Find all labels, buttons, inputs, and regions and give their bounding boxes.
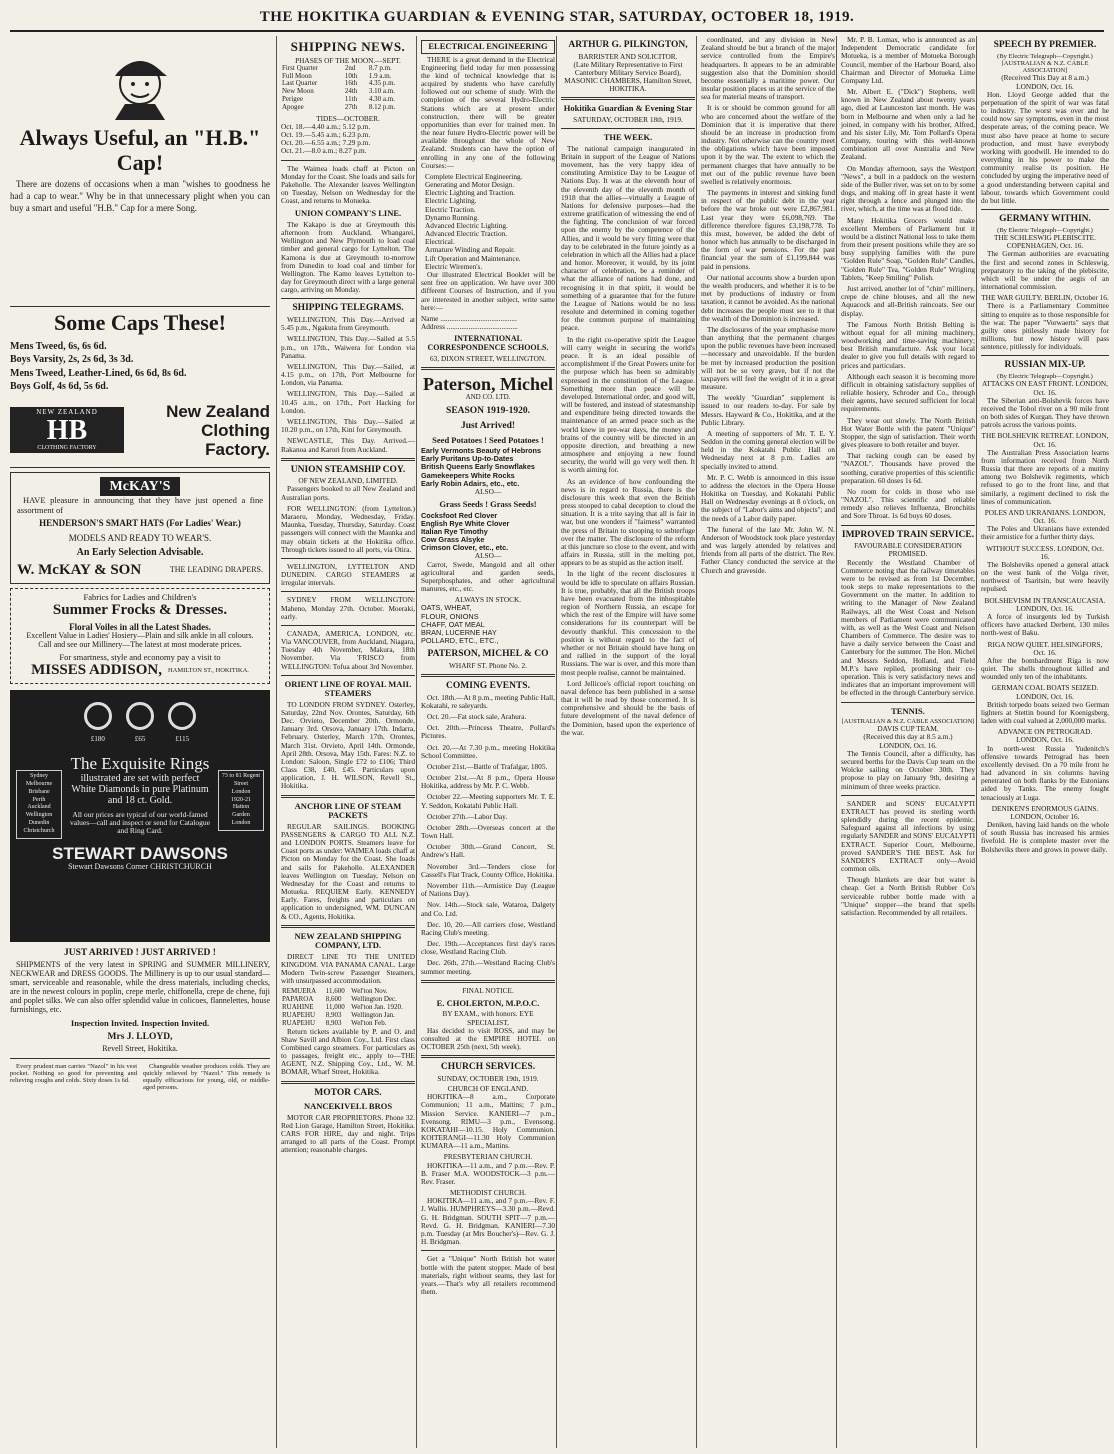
table-row: RUAHINE 11,000 Wel'ton Jan. 1920. [282,1003,403,1012]
train-service-heading: IMPROVED TRAIN SERVICE. [841,529,975,540]
hb-banner [10,402,270,459]
capped-figure-illustration [85,42,195,122]
moon-phases-table [281,65,415,112]
grass-seeds-list: Cocksfoot Red Clover English Rye White Clover Italian Rye Timothy Cow Grass Alsyke Crimson Clover, etc., etc. [421,510,510,553]
stewart-dawsons-advertisement: £180 £65 £115 Sydney Melbourne Brisbane Perth Auckland Wellington Dunedin Christchurch 73 to 81 Regent Street London 1920-21 Hatton Garden London The Exquisite Rings illustrated are set with perfect White Diamonds in pure Platinum and 18 ct. Gold. All our prices are typical of our world-famed values—call and inspect or send for Catalogue and Ring Card. STEWART DAWSONS Stewart Dawsons Corner CHRISTCHURCH [10,690,270,942]
coming-events-heading: COMING EVENTS. [446,681,530,692]
courses-list: Complete Electrical Engineering. Generating and Motor Design. Electric Lighting and Traction. Electric Lighting. Electric Traction. Dynamo Running. Advanced Electric Lighting. Advanced Electric Traction. Electrical. Armature Winding and Repair. Lift Operation and Maintenance. Electric Wiremen's. [425,171,523,271]
column-cable-news: SPEECH BY PREMIER. (By Electric Telegraph—Copyright.) [AUSTRALIAN & N.Z. CABLE ASSOCIATION] (Received This Day at 8 a.m.) LONDON, Oct. 16. Hon. Lloyd George added that the perpetuation of the spirit of war was fatal to industry. The worst was over and he could now say symptoms, even in the most desperate areas, of the coming peace. We must also have peace at home to secure production, and must have everybody working with goodwill. He intended to do everything in his power to make the community realise its position. He concluded by urging the imperative need of a good understanding between capital and labour, towards which Government could do but little. GERMANY WITHIN. (By Electric Telegraph—Copyright.) THE SCHLESWIG PLEBISCITE. COPENHAGEN, Oct. 16. The German authorities are evacuating the first and second zones in Schleswig, preparatory to the taking of the plebiscite, which will be under the aegis of an international commission. THE WAR GUILTY. BERLIN, October 16. There is a Parliamentary Committee sitting to enquire as to those responsible for the war. The paper "Vorwaerts" says that guilty ones pitilessly made history for millions, but now history will pass sentence, pitilessly for individuals. RUSSIAN MIX-UP. (By Electric Telegraph—Copyright.) ATTACKS ON EAST FRONT. LONDON, Oct. 16. The Siberian anti-Bolshevik forces have received the Tobol river on a 90 mile front on both sides of Kurgan. They have thrown patrols across the various points. THE BOLSHEVIK RETREAT. LONDON, Oct. 16. The Australian Press Association learns from information received from North Russia that there are reports of a mutiny among two Bolshevik regiments, which refused to go to the front line, and that similarly, a regiment declined to risk the lines of communication. POLES AND UKRANIANS. LONDON, Oct. 16. The Poles and Ukranians have extended their armistice for a further thirty days. WITHOUT SUCCESS. LONDON, Oct. 16. The Bolsheviks opened a general attack on the west bank of the Volga river, northwest of Tsaritsin, but were heavily repulsed. BOLSHEVISM IN TRANSCAUCASIA. LONDON, Oct. 16. A force of insurgents led by Turkish officers have attacked Derbent, 130 miles north-west of Baku. RIGA NOW QUIET. HELSINGFORS, Oct. 16. After the bombardment Riga is now quiet. The shells throughout killed and wounded only ten of the inhabitants. GERMAN COAL BOATS SEIZED. LONDON, Oct. 16. British torpedo boats seized two German lighters at Stettin bound for Koenigsberg, laden with coal valued at 2,000,000 marks. ADVANCE ON PETROGRAD. LONDON, Oct. 16. In north-west Russia Yudenitch's offensive towards Petrograd has been excellently devised. On a 70 mile front he had advanced in six columns having penetrated on both flanks by the Estonians aided by Tanks. The enemy fought tenaciously at Luga. DENIKEN'S ENORMOUS GAINS. LONDON, October 16. Deniken, having laid hands on the whole of south Russia has increased his armies fivefold. He is complete master over the Bolsheviks there and grows in power daily. [976,36,1109,1448]
table-row: PAPAROA 8,600 Wellington Dec. [282,995,397,1004]
steamers-table [281,988,415,1027]
cap-advertisement [10,42,270,302]
addison-advertisement: Fabrics for Ladies and Children's Summer Frocks & Dresses. Floral Voiles in all the Latest Shades. Excellent Value in Ladies' Hosiery—Plain and silk ankle in all colours. Call and see our Millinery—The latest at most moderate prices. For smartness, style and economy pay a visit to MISSES ADDISON, HAMILTON ST., HOKITIKA. [10,588,270,685]
the-week-heading: THE WEEK. [603,132,653,143]
table-row: RUAPEHU 8,903 Wellington Jan. [282,1010,395,1019]
speech-heading: SPEECH BY PREMIER. [993,40,1097,50]
paterson-name: Paterson, Michel [423,374,553,395]
arrived-body: SHIPMENTS of the very latest in SPRING and SUMMER MILLINERY, NECKWEAR and DRESS GOODS. The Millinery is up to our usual standard—smart, serviceable and reasonable, while the dress materials, including checks, are in the newest colours in poplin, crepe merle, chiffonella, crepe de chene, fuji and poplet silks. We can also offer splendid value in colicoes, flannelettes, house furnishings, etc. [10,959,270,1014]
column-general-news: Mr. P. B. Lomax, who is announced as an Independent Democratic candidate for Motueka, is a member of Motueka Borough Council, member of the Harbour Board, also Chairman and Director of Motueka Lime Company Ltd. Mr. Albert E. ("Dick") Stephens, well known in New Zealand about twenty years ago, died at Launceston last month. He was born in Melbourne and when only a lad he joined, in company with his brother, Alfred, and his sister Lily, Mr. Tom Pollard's Opera Company, touring with this well-known combination all over Australia and New Zealand. On Monday afternoon, says the Westport "News", a bull in a paddock on the western side of the Buller river, was set on to by some dogs, and making off in great haste it went right through a fence and plunged into the river, which, at the time was at flood tide. Many Hokitika Grocers would make excellent Members of Parliament but it would be a distinct National loss to take them from their present positions while they are so busy supplying families with the pure "Golden Rule" Soap, "Golden Rule" Candles, "Golden Rule" Tea, "Golden Rule" Wrigling Tablets, "Keep Smiling" Polish. Just arrived, another lot of "chin" millinery, crepe de chine blouses, and all the new Aquacock and all-British raincoats. See our display. The Famous North British Belting is without equal for all mining machinery, woodworking and time-saving machinery; best British manufacture. Ask your local dealer to give you full details with regard to prices and particulars. Although each season it is becoming more difficult in obtaining satisfactory supplies of reliable hosiery, Schroder and Co., through their agents, have secured sufficient for local requirements. They wear out slowly. The North British Hot Water Bottle with the patent "Unique" Stopper, the sign of satisfaction. Their worth gives pleasure to both retailer and buyer. That racking cough can be eased by "NAZOL". Thousands have proved the soothing, curative properties of this scientific preparation. 60 doses 1s 6d. No room for colds in those who use "NAZOL". This scientific and reliable remedy also relieves Influenza, Bronchitis and Sore Throat. 1s 6d buys 60 doses. IMPROVED TRAIN SERVICE. FAVOURABLE CONSIDERATION PROMISED. Recently the Westland Chamber of Commerce noting that the railway timetables were to be revised as from 1st December, took steps to make representations to the Government on the matter. In addition to writing to the Manager of New Zealand Railways, all the West Coast and Nelson members of Parliament were communicated with, as well as the West Coast and Nelson Chambers of Commerce. The desire was to have a daily service between the Coast and Canterbury for the summer. The Hon. Michel and Messrs Seddon, Holland, and Field M.P.'s have replied, promising their co-operation. This is very satisfactory news and indicates that an important improvement will be effected in the through Canterbury service. TENNIS. [AUSTRALIAN & N.Z. CABLE ASSOCIATION] DAVIS CUP TEAM. (Received this day at 8.5 a.m.) LONDON, Oct. 16. The Tennis Council, after a difficulty, has secured berths for the Davis Cup team on the Wolcke sailing on October 30th. They propose to play on January 9th, desiring a minimum of three weeks practice. SANDER and SONS' EUCALYPTI EXTRACT has proved its sterling worth splendidly during the recent epidemic. Safeguard against all infections by using regularly SANDER and SONS' EUCALYPTI EXTRACT. Superior Court, Melbourne, proved SANDER'S THE BEST. Ask for SANDER'S EXTRACT only—Avoid common oils. Though blankets are dear but water is cheap. Get a North British Rubber Co's serviceable rubber bottle made with a "Unique" stopper—the brand that spells satisfaction. Recommended by all retailers. [836,36,975,1448]
caps-list-item: Mens Tweed, Leather-Lined, 6s 6d, 8s 6d. [10,367,187,379]
caps-price-list [10,340,270,394]
masthead: THE HOKITIKA GUARDIAN & EVENING STAR, SATURDAY, OCTOBER 18, 1919. [10,6,1104,32]
caps-list-item: Boys Varsity, 2s, 2s 6d, 3s 3d. [10,354,134,366]
factory-name: New Zealand Clothing Factory. [166,401,270,459]
table-row: First Quarter 2nd 8.7 p.m. [282,63,392,72]
hb-logo: NEW ZEALAND HB CLOTHING FACTORY [10,407,124,454]
stewart-dawsons-name: STEWART DAWSONS [52,843,228,863]
caps-list-item: Mens Tweed, 6s, 6s 6d. [10,340,107,352]
mckay-logo: McKAY'S [100,477,181,497]
table-row: Full Moon 10th 1.9 a.m. [282,71,392,80]
column-shipping: SHIPPING NEWS. PHASES OF THE MOON.—SEPT. First Quarter 2nd 8.7 p.m. Full Moon 10th 1.9 a.m. Last Quarter 16th 4.35 p.m. New Moon 24th 3.10 a.m. Perigee 11th 4.30 a.m. Apogee 27th 8.12 p.m. TIDES—OCTOBER. Oct. 18.—4.40 a.m.; 5.12 p.m. Oct. 19.—5.45 a.m.; 6.23 p.m. Oct. 20.—6.55 a.m.; 7.29 p.m. Oct. 21.—8.0 a.m.; 8.27 p.m. The Waimea loads chaff at Picton on Monday for the Coast. She loads and sails for Pakeholle. The Alexander leaves Wellington on Tuesday, Nelson on Wednesday for the Coast, and returns to Motueka. UNION COMPANY'S LINE. The Kakapo is due at Greymouth this afternoon from Auckland, Whangarei, Wellington and New Plymouth to load coal timber and general cargo for Lyttelton. The Kamona is due at Greymouth to-morrow from Dunedin to load coal and timber for Wellington. The Kamo leaves Lyttelton to-day for Greymouth direct with a large general cargo, arriving on Monday. SHIPPING TELEGRAMS. WELLINGTON, This Day.—Arrived at 5.45 p.m., Ngakuta from Greymouth. WELLINGTON, This Day.—Sailed at 5.5 p.m., on 17th., Waiwera for London via Panama. WELLINGTON, This Day.—Sailed, at 4.15 p.m., on 17th, Port Melbourne for London, via Panama. WELLINGTON, This Day.—Sailed at 10.45 a.m., on 17th., Port Hacking for London. WELLINGTON, This Day.—Sailed at 10.20 p.m., on 17th, Kini for Greymouth. NEWCASTLE, This Day. Arrived.—Rakanoa and Karori from Auckland. UNION STEAMSHIP COY. OF NEW ZEALAND, LIMITED. Passengers booked to all New Zealand and Australian ports. FOR WELLINGTON: (from Lyttelton.) Maraeru, Monday, Wednesday, Friday. Maunka, Tuesday, Thursday, Saturday. Coast passengers will connect with the Maunka and may obtain tickets at the Hokitika office. Through tickets issued to all ports, via Otira. WELLINGTON, LYTTELTON AND DUNEDIN. CARGO STEAMERS at irregular intervals. SYDNEY FROM WELLINGTON: Maheno, Monday 27th. October. Moeraki, early. CANADA, AMERICA, LONDON, etc. Via VANCOUVER, from Auckland, Niagara, Tuesday 4th November, Makura, 18th November. Via 'FRISCO from WELLINGTON: Tofua about 3rd November. ORIENT LINE OF ROYAL MAIL STEAMERS TO LONDON FROM SYDNEY. Osterley, Saturday, 22nd Nov. Orontes, Saturday, 6th Dec. Orvieto, December 20th. Ormonde, January 3rd. Orsova, January 17th. Indarra, February. Osterley, March 17th. Orontes, March 31st. Orvieto, April 14th. Ormonde, April 28th. Orsova, May 15th. Fares: N.Z. to London: Saloon, Single £72 to £106; Third Class £38, £40, £45. Particulars upon application, J. H. WILSON, Revell St., Hokitika. ANCHOR LINE OF STEAM PACKETS REGULAR SAILINGS. BOOKING PASSENGERS & CARGO TO ALL N.Z. and LONDON PORTS. Steamers leave for Coast ports as under: WAIMEA loads chaff at Picton on Monday for the Coast. She loads and sails for Pakeholle. ALEXANDER leaves Wellington on Tuesday, Nelson on Wednesday for the Coast and returns to Motueka. REQUIEM Early. KENNEDY Early. Fares, freights and particulars on application to undersigned, WM. DUNCAN & CO., Agents, Hokitika. NEW ZEALAND SHIPPING COMPANY, LTD. DIRECT LINE TO THE UNITED KINGDOM. VIA PANAMA CANAL. Large Modern Twin-screw Passenger Steamers, with unsurpassed accommodation. REMUERA 11,600 Wel'ton Nov. PAPAROA 8,600 Wellington Dec. RUAHINE 11,000 Wel'ton Jan. 1920. RUAPEHU 8,903 Wellington Jan. RUAPEHU 8,903 Wel'ton Feb. Return tickets available by P. and O. and Shaw Savill and Albion Coy., Ltd. First class Combined cargo steamers. For particulars as to passages, freight etc., apply to—THE AGENT, N.Z. Shipping Coy., Ltd., W. M. BOMAR, Wharf Street, Hokitika. MOTOR CARS. NANCEKIVELL BROS MOTOR CAR PROPRIETORS. Phone 32. Red Lion Garage, Hamilton Street, Hokitika. CARS FOR HIRE, day and night. Trips arranged to all parts of the Coast. Prompt attention; reasonable charges. [276,36,415,1448]
caps-headline: Some Caps These! [54,310,226,335]
table-row: RUAPEHU 8,903 Wel'ton Feb. [282,1018,387,1027]
ring-illustrations [16,702,264,730]
paper-title: Hokitika Guardian & Evening Star [563,103,693,114]
mckay-advertisement: McKAY'S HAVE pleasure in announcing that they have just opened a fine assortment of HENDERSON'S SMART HATS (For Ladies' Wear.) MODELS AND READY TO WEAR'S. An Early Selection Advisable. W. McKAY & SON THE LEADING DRAPERS. [10,472,270,584]
potatoes-list: Early Vermonts Beauty of Hebrons Early Puritans Up-to-Dates British Queens Early Snowflakes Gamekeepers White Rocks Early Robin Adairs, etc., etc. [421,446,542,488]
column-local-news: coordinated, and any division in New Zealand should be but a branch of the major service controlled from the Empire's headquarters. It appears to be an admirable suggestion also that the Dominion should become essentially a maritime power. Our insular position places us at the service of the sea for material means of transport. It is or should be common ground for all who are concerned about the welfare of the Dominion that it is imperative that there should be an increase in production from industry. Not otherwise can the country meet the obligations which have been imposed upon it by the war. The extent to which the permanent charges that have annually to be met out of the public revenue have been swelled is relatively enormous. The payments in interest and sinking fund in respect of the public debt in the year before the war broke out were £2,867,981. Last year they were £6,098,769. The difference therefore figures £3,198,778. To this must, however, be added the debt of honor which has annually to be discharged in the form of war pensions. For the past financial year the sum of £1,199,844 was paid in pensions. Our national accounts show a burden upon the wealth producers, and whether it is to be met by productions of industry or from taxation, it cannot be avoided. As the national debt increases the people must see to it that the wealth of the Dominion is increased. The disclosures of the year emphasise more than anything that the permanent charges upon the public revenues have been increased—necessary and unavoidable. If the burden be met by increased production the position will not be so very grave, but if not the taxpayers will feel the weight of it in a great measure. The weekly "Guardian" supplement is issued to our readers to-day. For sale by Messrs. Hayward & Co., Hokitika, and at the Public Library. A meeting of supporters of Mr. T. E. Y. Seddon in the coming general election will be held in the Kokatahi Public Hall on Wednesday next at 8 p.m. Ladies are specially invited to attend. Mr. P. C. Webb is announced in this issue to address the electors in the Opera House Hokitika on Tuesday, and Kokatahi Public Hall on Wednesday evenings at 8 o'clock, on the subject of "Labor's aims and objects"; and the needs of a Labor daily paper. The funeral of the late Mr. John W. N. Anderson of Woodstock took place yesterday and was largely attended by relatives and friends from all parts of the district. The Rev. Father Clancy conducted the service at the Church and graveside. [696,36,835,1448]
cap-headline: Always Useful, an "H.B." Cap! [19,125,261,175]
stewart-london-address: 73 to 81 Regent Street London 1920-21 Hatton Garden London [218,770,264,831]
stock-list: OATS, WHEAT, FLOUR, ONIONS CHAFF, OAT MEAL BRAN, LUCERNE HAY POLLARD, ETC., ETC., [421,603,499,646]
nazol-notices: Every prudent man carries "Nazol" in his vest pocket. Nothing so good for preventing and relieving coughs and colds. Sixty doses 1s 6d. Changeable weather produces colds. They are quickly relieved by "Nazol." This remedy is equally efficacious for young, old, or middle-aged persons. [10,1062,270,1092]
table-row: Perigee 11th 4.30 a.m. [282,95,395,104]
shipping-news-heading: SHIPPING NEWS. [290,39,406,54]
column-notices: ELECTRICAL ENGINEERING THERE is a great demand in the Electrical Engineering field today for men possessing the kind of technical knowledge that is acquired by students who have carefully followed out our scheme of study. With the completion of the several Hydro-Electric Stations which are at present under construction, there will be greater opportunities than ever for trained men. In the near future Hydro-Electric power will be available throughout the whole of New Zealand. Students can have the option of enrolling in any one of the following Courses:— Complete Electrical Engineering. Generating and Motor Design. Electric Lighting and Traction. Electric Lighting. Electric Traction. Dynamo Running. Advanced Electric Lighting. Advanced Electric Traction. Electrical. Armature Winding and Repair. Lift Operation and Maintenance. Electric Wiremen's. Our illustrated Electrical Booklet will be sent free on application. We have over 300 different Courses of Instruction, and if you are interested in another subject, write same here:— Name .......................................... Address ....................................... INTERNATIONAL CORRESPONDENCE SCHOOLS. 63, DIXON STREET, WELLINGTON. Paterson, Michel AND CO. LTD. SEASON 1919-1920. Just Arrived! Seed Potatoes ! Seed Potatoes ! Early Vermonts Beauty of Hebrons Early Puritans Up-to-Dates British Queens Early Snowflakes Gamekeepers White Rocks Early Robin Adairs, etc., etc. ALSO— Grass Seeds ! Grass Seeds! Cocksfoot Red Clover English Rye White Clover Italian Rye Timothy Cow Grass Alsyke Crimson Clover, etc., etc. ALSO— Carrot, Swede, Mangold and all other agricultural and garden seeds, Superphosphates, and other agricultural manures, etc., etc. ALWAYS IN STOCK. OATS, WHEAT, FLOUR, ONIONS CHAFF, OAT MEAL BRAN, LUCERNE HAY POLLARD, ETC., ETC., PATERSON, MICHEL & CO WHARF ST. Phone No. 2. COMING EVENTS. Oct. 18th.—At 8 p.m., meeting Public Hall, Kokatahi, re saleyards. Oct. 20.—Fat stock sale, Arahura. Oct. 20th.—Princess Theatre, Pollard's Pictures. Oct. 20.—At 7.30 p.m., meeting Hokitika School Committee. October 21st.—Battle of Trafalgar, 1805. October 21st.—At 8 p.m., Opera House Hokitika, address by Mr. P. C. Webb. October 22.—Meeting supporters Mr. T. E. Y. Seddon, Kokatahi Public Hall. October 27th.—Labor Day. October 28th.—Overseas concert at the Town Hall. October 30th.—Grand Concert, St. Andrew's Hall. November 3rd.—Tenders close for Cassell's Flat Track, County Office, Hokitika. November 11th.—Armistice Day (League of Nations Day). Nov. 14th.—Stock sale, Wataroa, Dalgety and Co. Ltd. Dec. 10, 20.—All carriers close, Westland Racing Club's meeting. Dec. 19th.—Acceptances first day's races close, Westland Racing Club. Dec. 26th, 27th.—Westland Racing Club's summer meeting. FINAL NOTICE. E. CHOLERTON, M.P.O.C. BY EXAM., with honors. EYE SPECIALIST, Has decided to visit ROSS, and may be consulted at the EMPIRE HOTEL on OCTOBER 25th (next, 5th week). CHURCH SERVICES. SUNDAY, OCTOBER 19th, 1919. CHURCH OF ENGLAND. HOKITIKA—8 a.m., Corporate Communion; 11 a.m., Mattins; 7 p.m., Mission Service. KANIERI—7 p.m., Evensong. RIMU—3 p.m., Evensong. KOKATAHI—10.15. Holy Communion. KOITERANGI—11.30 Holy Communion KUMARA—11 a.m., Mattins. PRESBYTERIAN CHURCH. HOKITIKA—11 a.m., and 7 p.m.—Rev. P. B. Fraser M.A. WOODSTOCK—3 p.m.—Rev. Fraser. METHODIST CHURCH. HOKITIKA—11 a.m., and 7 p.m.—Rev. F. J. Wallis. HUMPHREYS—3.30 p.m.—Revd. G. H. Bridgman. SOUTH SPIT—7 p.m.—Revd. G. H. Bridgman. KANIERI—7.30 p.m. Tuesday (at Mrs Boucher's)—Rev. G. J. H. Bridgman. Get a "Unique" North British hot water bottle with the patent stopper. Made of best materials, right without seams, they last for years.—That's why all retailers recommend them. [416,36,555,1448]
table-row: Apogee 27th 8.12 p.m. [282,102,396,111]
table-row: REMUERA 11,600 Wel'ton Nov. [282,987,388,996]
column-advertisements: Always Useful, an "H.B." Cap! There are dozens of occasions when a man "wishes to goodness he had a cap to wear." Why be in that unnecessary plight when you can buy a smart and useful "H.B." Cap for a mere Song. Some Caps These! Mens Tweed, 6s, 6s 6d. Boys Varsity, 2s, 2s 6d, 3s 3d. Mens Tweed, Leather-Lined, 6s 6d, 8s 6d. Boys Golf, 4s 6d, 5s 6d. NEW ZEALAND HB CLOTHING FACTORY New Zealand Clothing Factory. McKAY'S HAVE pleasure in announcing that they have just opened a fine assortment of HENDERSON'S SMART HATS (For Ladies' Wear.) MODELS AND READY TO WEAR'S. An Early Selection Advisable. W. McKAY & SON THE LEADING DRAPERS. Fabrics for Ladies and Children's Summer Frocks & Dresses. Floral Voiles in all the Latest Shades. Excellent Value in Ladies' Hosiery—Plain and silk ankle in all colours. Call and see our Millinery—The latest at most moderate prices. For smartness, style and economy pay a visit to MISSES ADDISON, HAMILTON ST., HOKITIKA. £180 £65 £115 Sydney Melbourne Brisbane Perth Auckland Wellington Dunedin Christchurch 73 to 81 Regent Street London 1920-21 Hatton Garden London The Exquisite Rings illustrated are set with perfect White Diamonds in pure Platinum and 18 ct. Gold. All our prices are typical of our world-famed values—call and inspect or send for Catalogue and Ring Card. STEWART DAWSONS Stewart Dawsons Corner CHRISTCHURCH JUST ARRIVED ! JUST ARRIVED ! SHIPMENTS of the very latest in SPRING and SUMMER MILLINERY, NECKWEAR and DRESS GOODS. The Millinery is up to our usual standard—smart, serviceable and reasonable, while the dress materials, including checks, are in the newest colours in poplin, crepe merle, chiffonella, crepe de chene, fuji and poplet silks. We can also offer splendid value in colicoes, flannelettes, house furnishings, etc. Inspection Invited. Inspection Invited. Mrs J. LLOYD, Revell Street, Hokitika. Every prudent man carries "Nazol" in his vest pocket. Nothing so good for preventing and relieving coughs and colds. Sixty doses 1s 6d. Changeable weather produces colds. They are quickly relieved by "Nazol." This remedy is equally efficacious for young, old, or middle-aged persons. [10,36,270,1448]
lloyd-name: Mrs J. LLOYD, [107,1032,173,1043]
ring-icon [126,702,154,730]
cap-body: There are dozens of occasions when a man "wishes to goodness he had a cap to wear." Why be in that unnecessary plight when you can buy a smart and useful "H.B." Cap for a mere Song. [10,179,270,213]
column-editorial: ARTHUR G. PILKINGTON, BARRISTER AND SOLICITOR. (Late Military Representative to First Canterbury Military Service Board), MASONIC CHAMBERS, Hamilton Street, HOKITIKA. Hokitika Guardian & Evening Star SATURDAY, OCTOBER 18th, 1919. THE WEEK. The national campaign inaugurated in Britain in support of the League of Nations movement, has the very happy idea of constituting Armistice Day to be League of Nations Day. It was at the eleventh hour of the eleventh day of the eleventh month of 1918 that the allies—virtually a League of Nations for defensive purposes—had the extreme gratification of witnessing the end of the fighting. The conclusion of war forced upon the enemy by the competence of the Allies, and it would be very fitting were that day to be celebrated in the future jointly as a celebration in which all the Allies had a place and honor. Moreover, it would, by its joint character of celebration, be a reminder of what the alliance of nations had done, and recognising it in that spirit, it would be something of a guarantee that for the future the League of Nations would be no less resolute and determined in coming together for the common purpose of maintaining peace. In the right co-operative spirit the League will carry weight in securing the world's peace. It is an ideal possible of accomplishment if the Great Powers unite for the purpose which has been so admirably expressed in the constitution of the League. Something more than peace will be developed. International order, and good will, will be fostered, and instead of statesmanship and expenditure being directed towards the maintenance of an armed peace such as the world knew in pre-war days, the money and brains of the country will be directed in an opposite direction, and breathing a new atmosphere and enjoying a new found security, the world will go very well then. It is worth aiming for. As an evidence of how confounding the news is in regard to Russia, there is the disclosure this week that even the British press stooped to cabal deception to cloud the situation. It is a trite saying that all is fair in war, but one wonders if "fairness" warranted the press of Britain to stooping to subterfuge over the matter. The disclosure of the reform at this juncture so close to the event, and with affairs in Russia, still in the melting pot, appears to be as stupid as the action itself. In the light of the recent disclosures it would be idle to speculate on affairs Russian. It is true, probably, that all the British troops have been evacuated from the inhospitable region of Northern Russia, an escape for which the rest of the Empire will have some considerations for its counterpart will be devoutly thankful. This concession to the position is without regard to the fact of whether or not Britain should have hung on and rallied in the support of the loyal Russians. The war is over, and this more than most people realise, cannot be maintained. Lord Jellicoe's official report touching on naval defence has been published in a sense that it will be read by those concerned. It is comprehensive and should be the basis of future development of the naval defence of the Dominion, based upon the experience of the war. [556,36,695,1448]
table-row: New Moon 24th 3.10 a.m. [282,87,395,96]
ring-icon [168,702,196,730]
table-row: Last Quarter 16th 4.35 p.m. [282,79,396,88]
tides-list: Oct. 18.—4.40 a.m.; 5.12 p.m. Oct. 19.—5.45 a.m.; 6.23 p.m. Oct. 20.—6.55 a.m.; 7.29 p.m. Oct. 21.—8.0 a.m.; 8.27 p.m. [281,121,371,156]
caps-list-item: Boys Golf, 4s 6d, 5s 6d. [10,381,109,393]
arrived-headline: JUST ARRIVED ! JUST ARRIVED ! [64,948,216,959]
ring-icon [84,702,112,730]
stewart-branches: Sydney Melbourne Brisbane Perth Auckland Wellington Dunedin Christchurch [16,770,62,838]
